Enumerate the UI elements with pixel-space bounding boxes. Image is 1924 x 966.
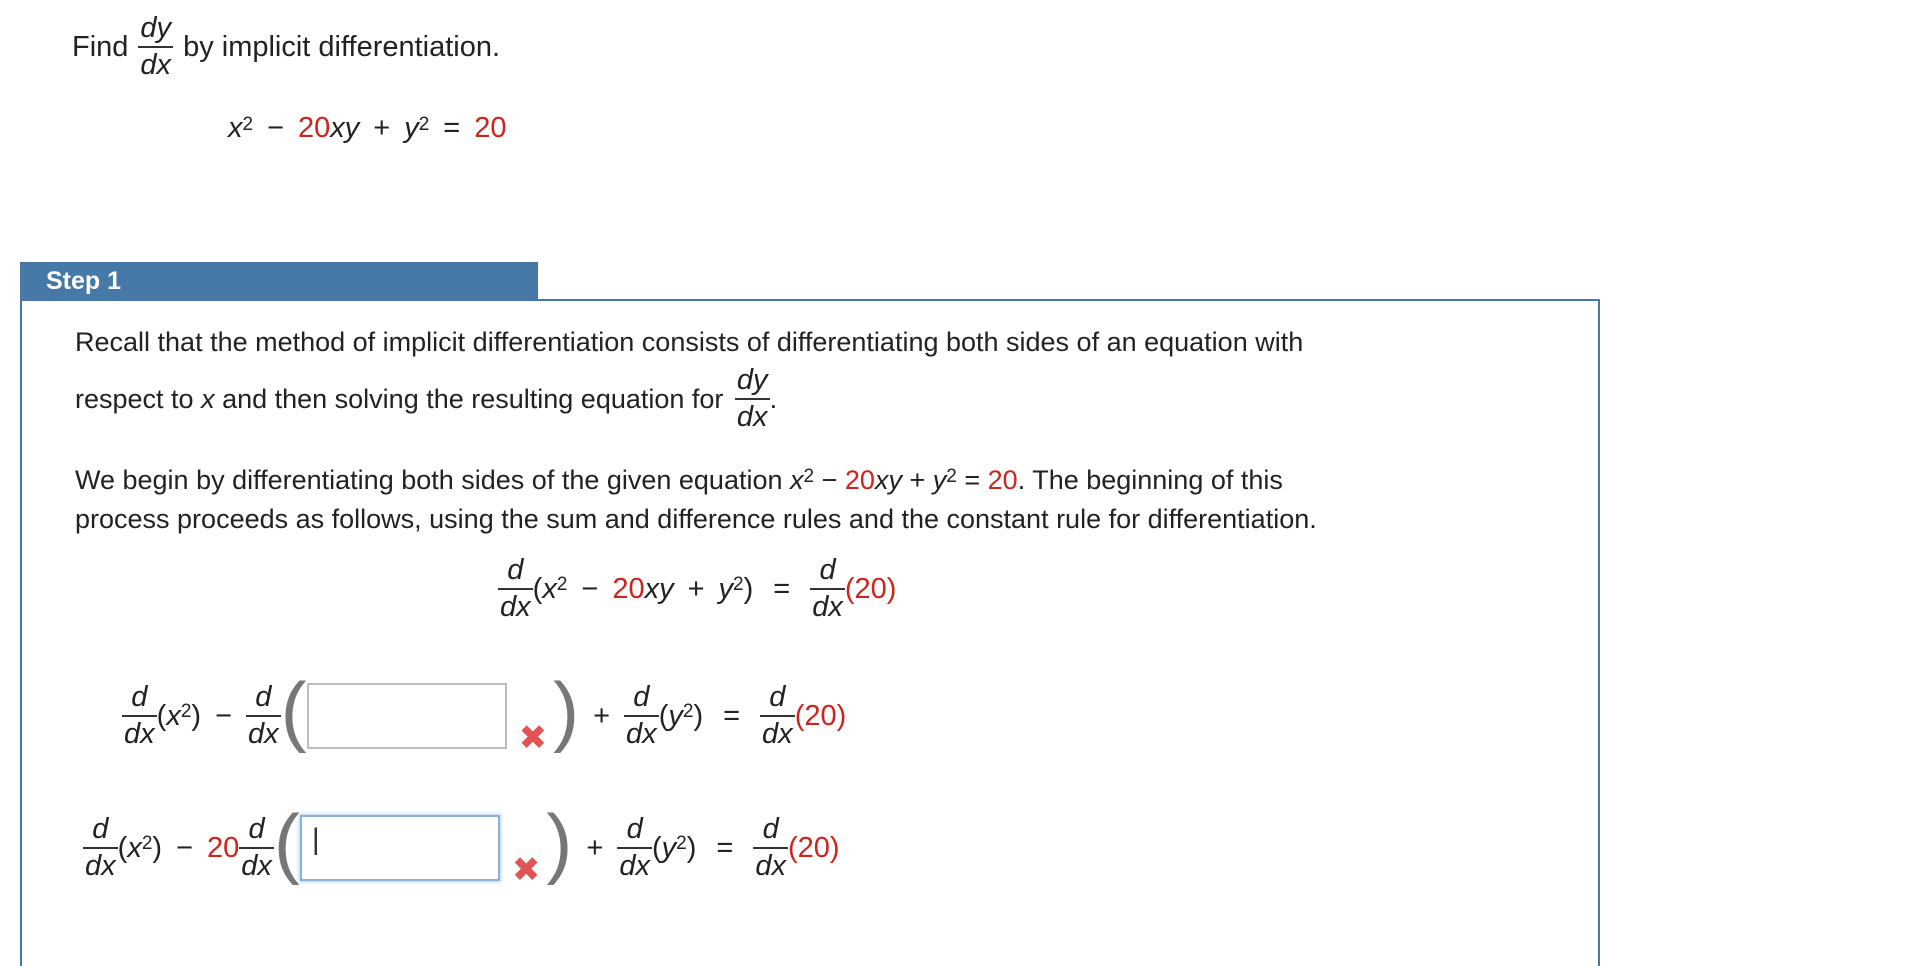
answer-input-1[interactable]	[307, 683, 507, 749]
prompt-find: Find	[72, 30, 129, 63]
answer-row-2: $\frac{d}{dx}$ ( x $^2$ ) − 20 $\frac{d}{dx}$ ( | ✖ ) + $\frac{d}{dx}$ ( y $^2$ ) = $\frac{d}{dx}$ (20)	[85, 798, 840, 889]
wrong-answer-icon: ✖	[518, 719, 548, 757]
prompt-suffix: by implicit differentiation.	[183, 30, 501, 63]
step-paragraph-1: Recall that the method of implicit differentiation consists of differentiating both sides of an equation with respect to x and then solving the resulting equation for $\frac{dy}{dx}$ .	[75, 327, 1304, 433]
step-header: Step 1	[20, 262, 538, 300]
wrong-answer-icon: ✖	[511, 851, 541, 889]
given-equation: x $^2$ − 20 xy + y $^2$ = 20	[228, 112, 507, 144]
dy-dx-fraction: $\frac{dy}{dx}$	[736, 364, 768, 433]
answer-row-1: $\frac{d}{dx}$ ( x $^2$ ) − $\frac{d}{dx}$ ( ✖ ) + $\frac{d}{dx}$ ( y $^2$ ) = $\frac{d}{dx}$ (20)	[124, 666, 847, 757]
problem-prompt	[72, 14, 500, 80]
derivative-equation: $\frac{d}{dx}$ ( x $^2$ − 20 xy + y $^2$ ) = $\frac{d}{dx}$ (20)	[500, 554, 897, 623]
step-paragraph-2: We begin by differentiating both sides of the given equation x $^2$ − 20 xy + y $^2$ = 20 . The beginning of this process proceeds as follows, using the sum and difference rules and the constant rule for differentiation.	[75, 465, 1317, 534]
dy-dx-fraction: $\frac{dy}{dx}$	[140, 12, 172, 81]
answer-input-2[interactable]: |	[300, 815, 500, 881]
